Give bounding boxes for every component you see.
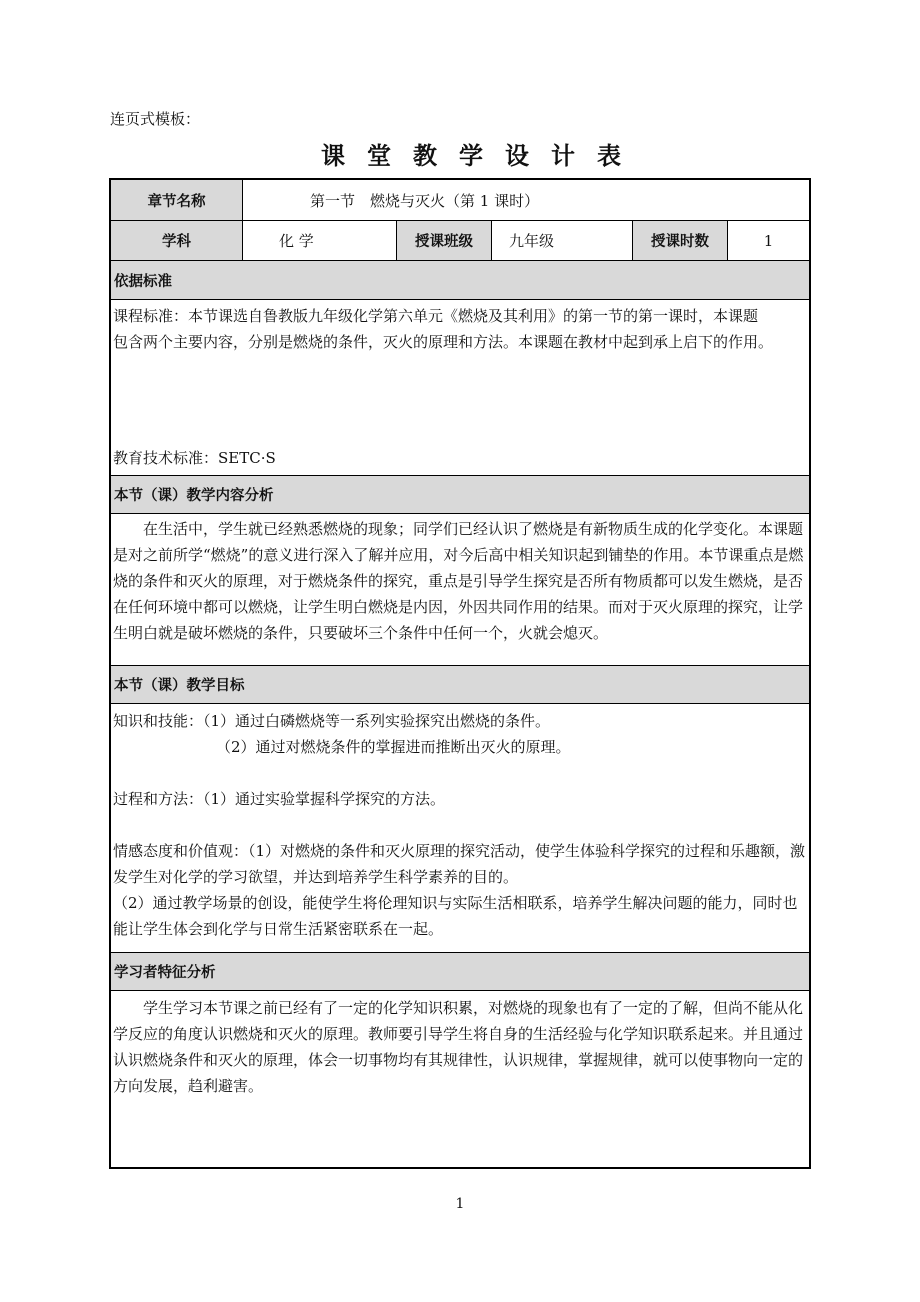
section-learner-body [111,991,809,1167]
hours-label: 授课时数 [633,221,728,260]
page-number: 1 [455,1196,465,1212]
subject-label: 学科 [111,221,243,260]
section-objectives-body [111,704,809,953]
objective-emotion-2: （2）通过教学场景的创设，能使学生将伦理知识与实际生活相联系，培养学生解决问题的能力，同时也能让学生体会到化学与日常生活紧密联系在一起。 [113,894,798,938]
section-content-heading: 本节（课）教学内容分析 [111,476,809,514]
lesson-design-table [109,178,811,1169]
content-analysis-text: 在生活中，学生就已经熟悉燃烧的现象；同学们已经认识了燃烧是有新物质生成的化学变化。本课题是对之前所学“燃烧”的意义进行深入了解并应用，对今后高中相关知识起到铺垫的作用。本节课重点是燃烧的条件和灭火的原理，对于燃烧条件的探究，重点是引导学生探究是否所有物质都可以发生燃烧，是否在任何环境中都可以燃烧，让学生明白燃烧是内因，外因共同作用的结果。而对于灭火原理的探究，让学生明白就是破坏燃烧的条件，只要破坏三个条件中任何一个，火就会熄灭。 [113,520,804,642]
class-value: 九年级 [492,221,633,260]
section-learner-heading: 学习者特征分析 [111,953,809,991]
template-label: 连页式模板： [110,110,201,128]
standard-line-2: 包含两个主要内容，分别是燃烧的条件，灭火的原理和方法。本课题在教材中起到承上启下的作用。 [113,333,774,351]
class-label: 授课班级 [397,221,492,260]
objective-knowledge-2: （2）通过对燃烧条件的掌握进而推断出灭火的原理。 [216,738,571,756]
section-standard-heading: 依据标准 [111,261,809,300]
section-content-body [111,514,809,666]
page-title: 课堂教学设计表 [321,142,643,170]
standard-line-1: 课程标准：本节课选自鲁教版九年级化学第六单元《燃烧及其利用》的第一节的第一课时，本课题 [113,307,759,325]
section-objectives-heading: 本节（课）教学目标 [111,666,809,704]
section-standard-body [111,300,809,476]
subject-value: 化 学 [243,221,397,260]
chapter-label: 章节名称 [111,180,243,220]
tech-standard: 教育技术标准：SETC·S [113,449,276,467]
objective-emotion-1: 情感态度和价值观：（1）对燃烧的条件和灭火原理的探究活动，使学生体验科学探究的过程和乐趣额，激发学生对化学的学习欲望，并达到培养学生科学素养的目的。 [113,842,806,886]
course-info-row [111,221,809,261]
learner-analysis-text: 学生学习本节课之前已经有了一定的化学知识积累，对燃烧的现象也有了一定的了解，但尚不能从化学反应的角度认识燃烧和灭火的原理。教师要引导学生将自身的生活经验与化学知识联系起来。并且通过认识燃烧条件和灭火的原理，体会一切事物均有其规律性，认识规律，掌握规律，就可以使事物向一定的方向发展，趋利避害。 [113,999,804,1095]
objective-process: 过程和方法：（1）通过实验掌握科学探究的方法。 [113,790,446,808]
chapter-value: 第一节 燃烧与灭火（第 1 课时） [310,191,540,210]
hours-value: 1 [763,231,774,250]
objective-knowledge-1: 知识和技能：（1）通过白磷燃烧等一系列实验探究出燃烧的条件。 [113,712,551,730]
chapter-row [111,180,809,221]
